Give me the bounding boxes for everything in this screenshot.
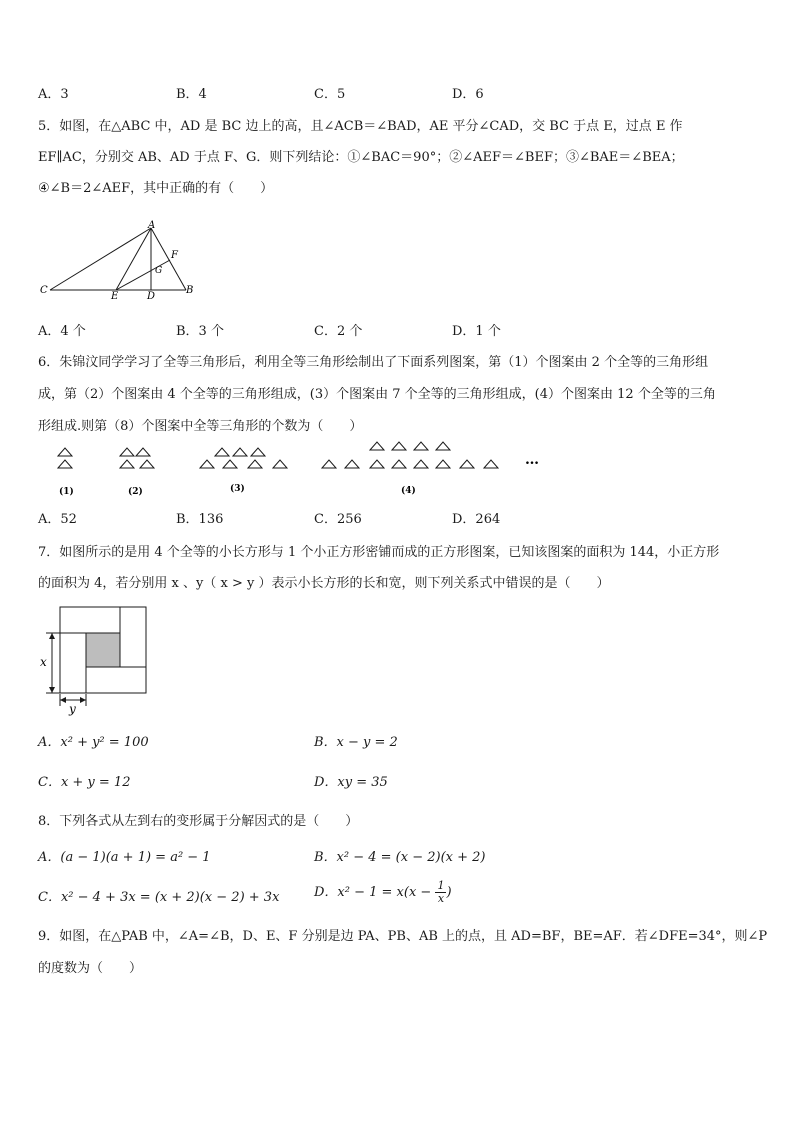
label-f: F [171, 250, 178, 261]
pattern-3 [200, 448, 287, 468]
q6-stem-line3: 形组成.则第（8）个图案中全等三角形的个数为（ ） [38, 419, 363, 434]
q6-stem-line2: 成，第（2）个图案由 4 个全等的三角形组成，(3）个图案由 7 个全等的三角形组成，(4）个图案由 12 个全等的三角 [38, 387, 716, 402]
pattern-4 [322, 442, 498, 468]
q4-option-a: A．3 [38, 87, 69, 102]
q6-option-a: A．52 [38, 512, 77, 527]
pattern-ellipsis: … [525, 452, 539, 468]
fraction-denominator: x [437, 892, 445, 905]
q6-triangle-patterns [40, 438, 560, 502]
q5-option-b: B．3 个 [176, 324, 224, 339]
q7-stem-line2: 的面积为 4，若分别用 x 、y（ x > y ）表示小长方形的长和宽，则下列关系式中错误的是（ ） [38, 576, 610, 591]
q6-stem-line1: 6．朱锦汶同学学习了全等三角形后，利用全等三角形绘制出了下面系列图案，第（1）个图案由 2 个全等的三角形组 [38, 355, 709, 370]
q5-stem-line2: EF∥AC，分别交 AB、AD 于点 F、G．则下列结论：①∠BAC＝90°；②∠AEF＝∠BEF；③∠BAE＝∠BEA； [38, 150, 684, 165]
q5-option-d: D．1 个 [452, 324, 501, 339]
pattern-1 [58, 448, 72, 468]
q5-stem-line3: ④∠B＝2∠AEF，其中正确的有（ ） [38, 181, 274, 196]
q5-option-a: A．4 个 [38, 324, 86, 339]
q5-option-c: C．2 个 [314, 324, 363, 339]
label-x: x [40, 655, 47, 669]
q8-option-d-suffix: ) [446, 885, 452, 900]
q9-stem-line2: 的度数为（ ） [38, 961, 143, 976]
q4-option-c: C．5 [314, 87, 346, 102]
label-c: C [40, 285, 48, 296]
q7-option-a: A．x² + y² = 100 [38, 735, 149, 750]
label-d: D [147, 291, 156, 302]
q5-stem-line1: 5．如图，在△ABC 中，AD 是 BC 边上的高，且∠ACB＝∠BAD，AE 平分∠CAD，交 BC 于点 E，过点 E 作 [38, 119, 683, 134]
q6-option-c: C．256 [314, 512, 362, 527]
q7-option-c: C．x + y = 12 [38, 775, 131, 790]
q6-option-b: B．136 [176, 512, 224, 527]
pattern-label-4: (4) [401, 486, 416, 496]
fraction-one-over-x [435, 880, 446, 905]
pattern-label-1: (1) [59, 487, 74, 497]
label-g: G [155, 266, 163, 276]
q7-option-b: B．x − y = 2 [314, 735, 398, 750]
q6-option-d: D．264 [452, 512, 501, 527]
pattern-2 [120, 448, 154, 468]
label-a: A [148, 220, 156, 231]
q7-stem-line1: 7．如图所示的是用 4 个全等的小长方形与 1 个小正方形密铺而成的正方形图案，已知该图案的面积为 144，小正方形 [38, 545, 720, 560]
edge-ab [151, 228, 186, 290]
q9-stem-line1: 9．如图，在△PAB 中，∠A=∠B，D、E、F 分别是边 PA、PB、AB 上的点，且 AD=BF，BE=AF．若∠DFE=34°，则∠P [38, 929, 768, 944]
q8-option-c: C．x² − 4 + 3x = (x + 2)(x − 2) + 3x [38, 890, 280, 905]
q7-option-d: D．xy = 35 [314, 775, 388, 790]
edge-ca [50, 228, 151, 290]
q8-option-a: A．(a − 1)(a + 1) = a² − 1 [38, 850, 211, 865]
q4-option-b: B．4 [176, 87, 207, 102]
fraction-numerator: 1 [437, 879, 445, 892]
q8-option-d-prefix: D．x² − 1 = x(x − [314, 885, 436, 900]
q4-option-d: D．6 [452, 87, 484, 102]
label-e: E [111, 291, 119, 302]
q8-stem-line1: 8．下列各式从左到右的变形属于分解因式的是（ ） [38, 814, 359, 829]
q8-option-d [314, 880, 452, 905]
q7-square-figure [36, 602, 152, 718]
q8-option-b: B．x² − 4 = (x − 2)(x + 2) [314, 850, 486, 865]
small-square [86, 633, 120, 667]
label-y: y [69, 702, 76, 716]
q5-triangle-figure [36, 218, 206, 302]
label-b: B [186, 285, 194, 296]
pattern-label-3: (3) [230, 484, 245, 494]
pattern-label-2: (2) [128, 487, 143, 497]
